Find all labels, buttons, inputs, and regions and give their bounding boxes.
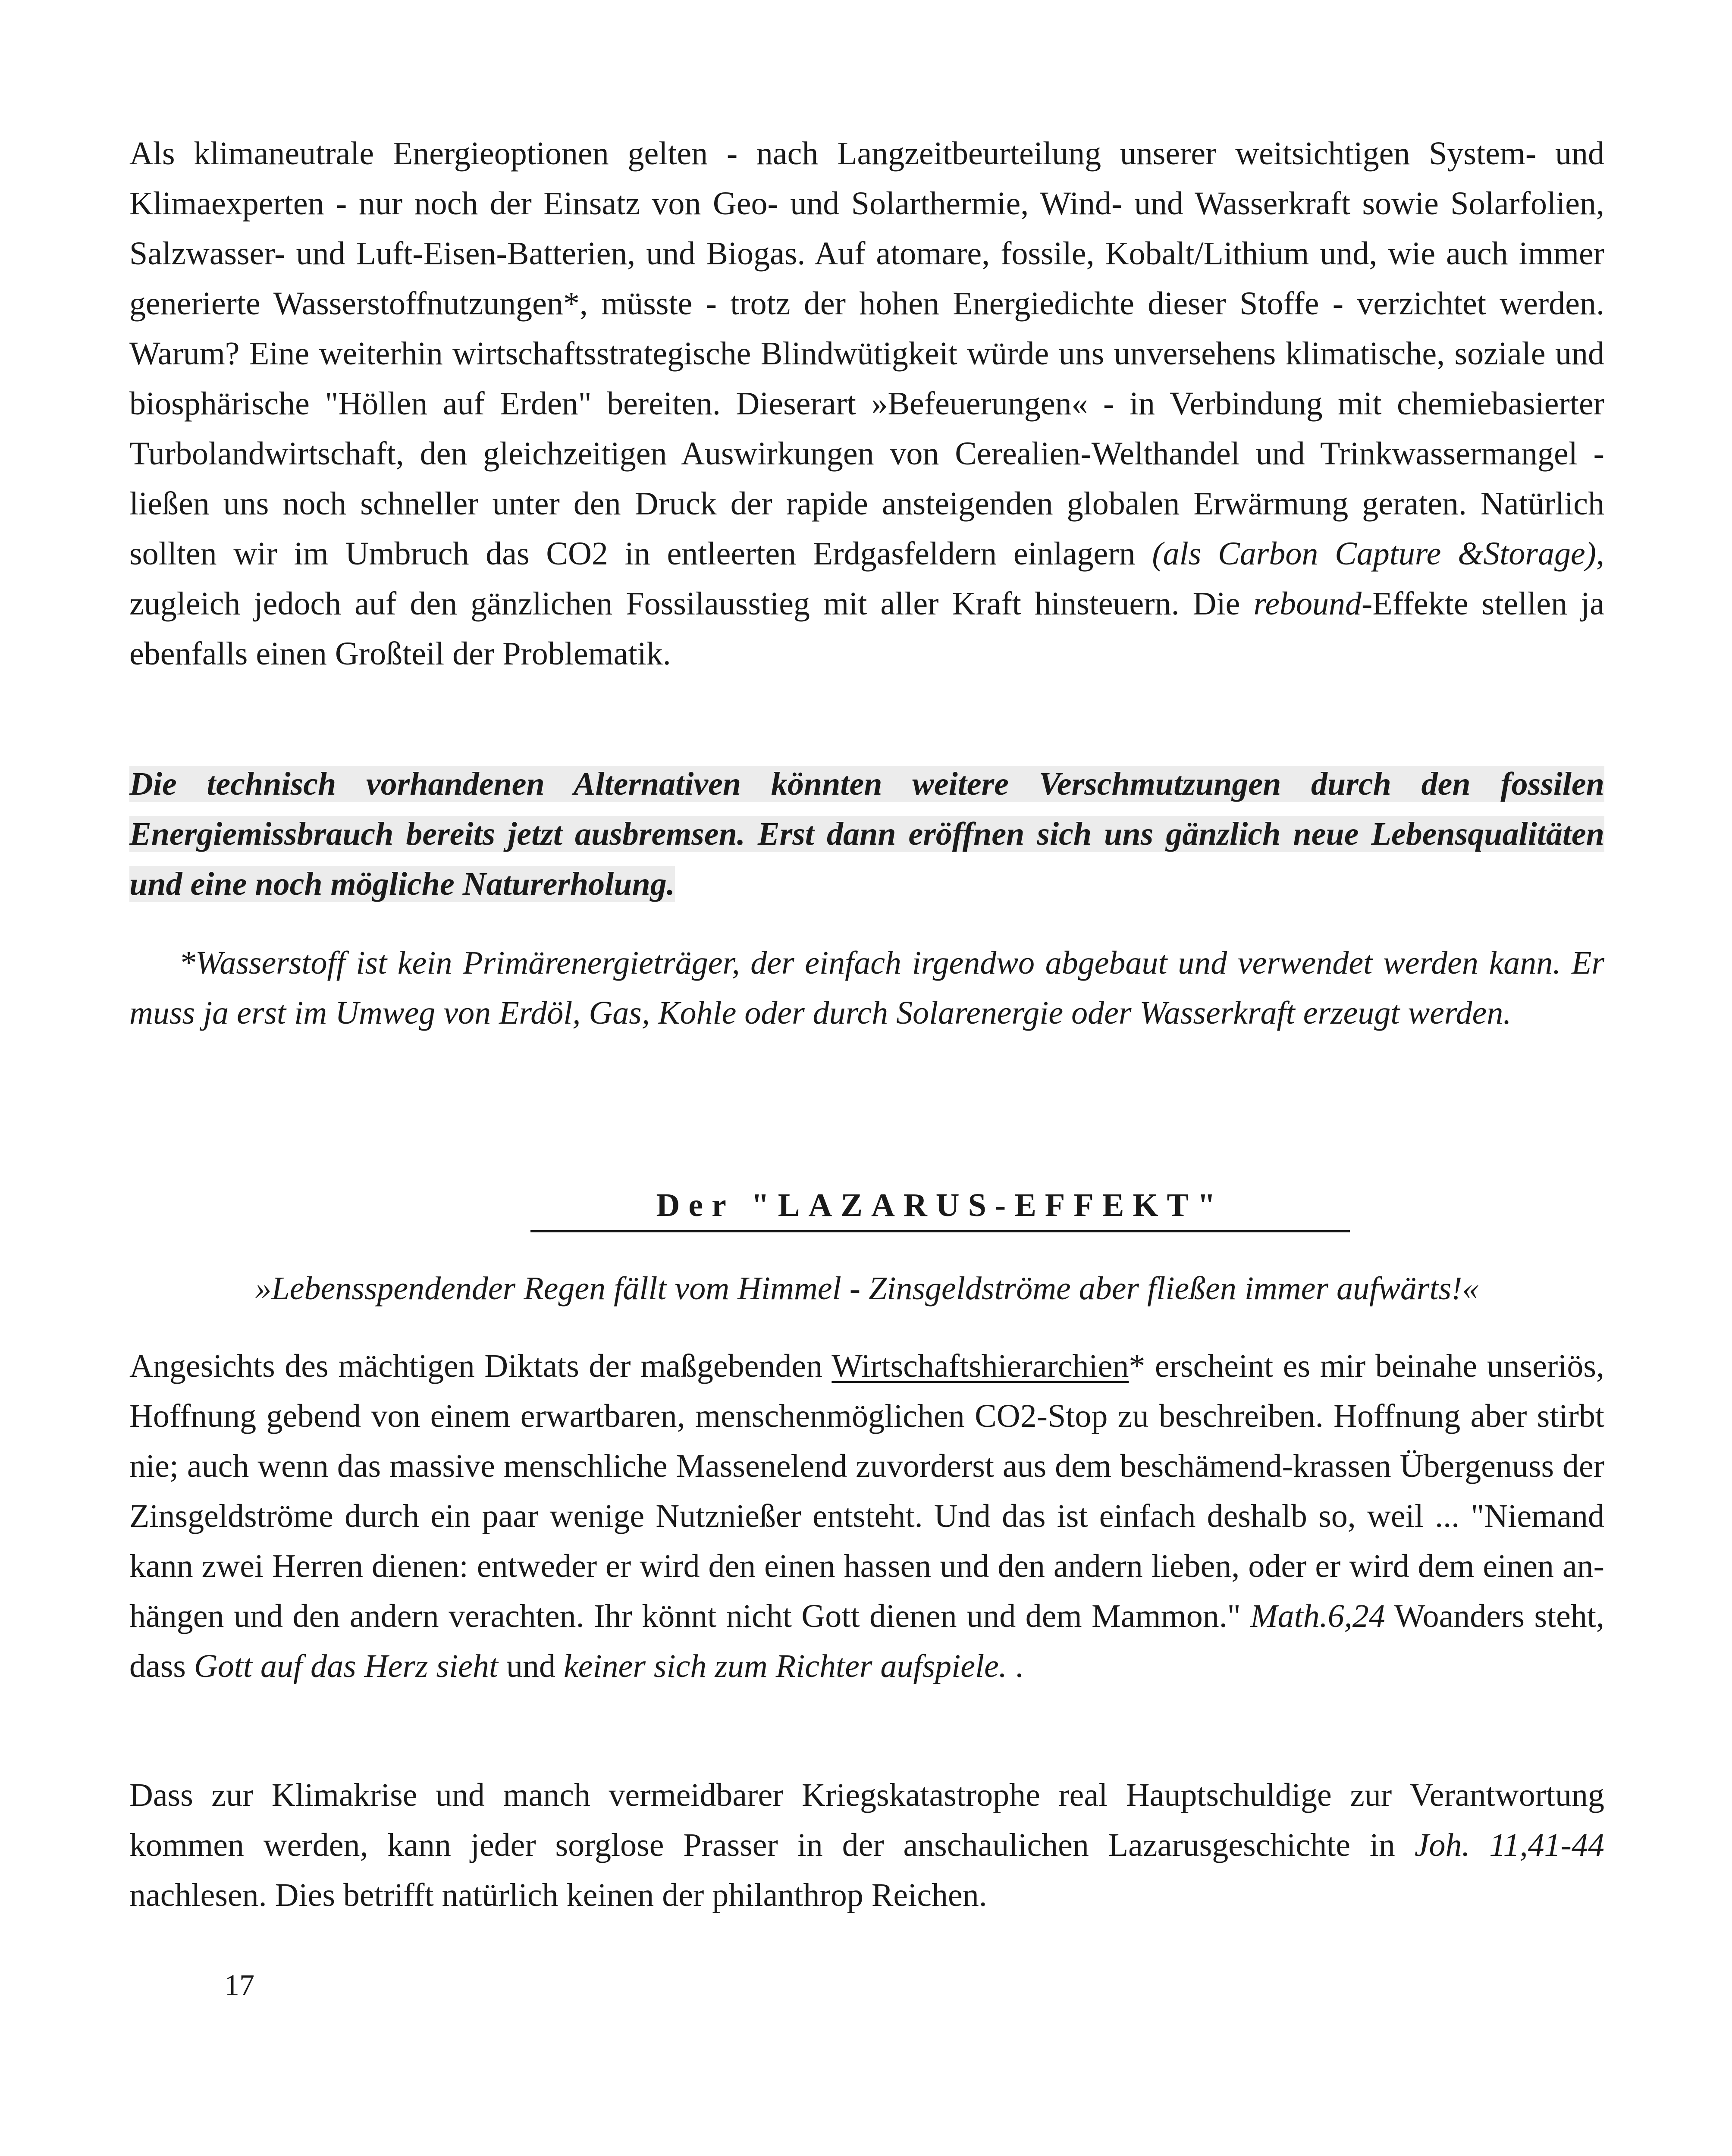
paragraph-1-text: Als klimaneutrale Energieoptionen gelten - nach Langzeitbeurteilung unserer weitsichtigen System- und Klimaexperten - nur noch der Einsatz von Geo- und Solarthermie, Wind- und Wasserkraft sowie Solarfolien, Salzwasser- und Luft-Eisen-Batterien, und Biogas. Auf atomare, fossile, Kobalt/Lithium und, wie auch immer generierte Wasserstoffnutzungen*, müsste - trotz der hohen Energiedichte dieser Stoffe - verzichtet werden. Warum? Eine weiterhin wirtschaftsstrategische Blindwütigkeit würde uns unversehens klimatische, soziale und biosphärische "Höllen auf Erden" bereiten. Dieserart »Befeuerungen« - in Verbindung mit chemiebasierter Turbolandwirtschaft, den gleichzeitigen Auswirkungen von Cerealien-Welthandel und Trinkwassermangel - ließen uns noch schneller unter den Druck der rapide ansteigenden globalen Erwärmung geraten. Natürlich sollten wir im Umbruch das CO2 in entleerten Erdgasfeldern einlagern bbox=[129, 135, 1604, 572]
paragraph-4-start: Angesichts des mächtigen Diktats der maßgebenden bbox=[129, 1348, 823, 1384]
paragraph-lazarus-story bbox=[129, 1770, 1604, 1920]
paragraph-energy-options bbox=[129, 128, 1604, 679]
paragraph-4-italic-2: keiner sich zum Richter aufspiele. bbox=[564, 1648, 1007, 1684]
bible-reference-matthew: Math.6,24 bbox=[1250, 1598, 1385, 1634]
paragraph-4-end: . bbox=[1015, 1648, 1023, 1684]
bible-reference-john: Joh. 11,41-44 bbox=[1414, 1827, 1604, 1863]
section-heading: Der "LAZARUS-EFFEKT" bbox=[530, 1184, 1350, 1232]
paragraph-lazarus-intro bbox=[129, 1341, 1604, 1691]
paragraph-5-end: nachlesen. Dies betrifft natürlich keinen der philanthrop Reichen. bbox=[129, 1877, 987, 1913]
paragraph-5-start: Dass zur Klimakrise und manch vermeidbarer Kriegskatastrophe real Hauptschuldige zur Verantwortung kommen werden, kann jeder sorglose Prasser in der anschaulichen Lazarusgeschichte in bbox=[129, 1777, 1604, 1863]
highlighted-paragraph bbox=[129, 759, 1604, 909]
section-motto: »Lebensspendender Regen fällt vom Himmel - Zinsgeldströme aber fließen immer aufwärts!« bbox=[255, 1270, 1479, 1307]
paragraph-1-rebound: rebound bbox=[1253, 586, 1362, 622]
paragraph-1-cont: , zugleich jedoch auf den gänzlichen Fossilausstieg mit aller Kraft hinsteuern. Die bbox=[129, 536, 1605, 622]
underlined-term: Wirtschaftshierarchien bbox=[831, 1348, 1129, 1384]
paragraph-4-mid: * erscheint es mir beinahe unseriös, Hoffnung gebend von einem erwartbaren, menschenmöglichen CO2-Stop zu beschreiben. Hoffnung aber stirbt nie; auch wenn das massive menschliche Massenelend zuvorderst aus dem beschämend-krassen Übergenuss der Zinsgeldströme durch ein paar wenige Nutznießer entsteht. Und das ist einfach deshalb so, weil ... "Niemand kann zwei Herren dienen: entweder er wird den einen hassen und den andern lieben, oder er wird dem einen an-hängen und den andern verachten. Ihr könnt nicht Gott dienen und dem Mammon." bbox=[129, 1348, 1604, 1634]
paragraph-4-after-ref: Woanders steht, dass bbox=[129, 1598, 1605, 1684]
footnote-hydrogen: *Wasserstoff ist kein Primärenergieträger, der einfach irgendwo abgebaut und verwendet werden kann. Er muss ja erst im Umweg von Erdöl, Gas, Kohle oder durch Solarenergie oder Wasserkraft erzeugt werden. bbox=[129, 945, 1604, 1031]
paragraph-1-italic: (als Carbon Capture &Storage) bbox=[1152, 536, 1597, 572]
page-number: 17 bbox=[224, 1969, 254, 2002]
paragraph-4-and: und bbox=[506, 1648, 556, 1684]
highlighted-text: Die technisch vorhandenen Alternativen könnten weitere Verschmutzungen durch den fossilen Energiemissbrauch bereits jetzt ausbremsen. Erst dann eröffnen sich uns gänzlich neue Lebensqualitäten und eine noch mögliche Naturerholung. bbox=[129, 766, 1604, 902]
paragraph-4-italic-1: Gott auf das Herz sieht bbox=[194, 1648, 499, 1684]
paragraph-1-end: -Effekte stellen ja ebenfalls einen Großteil der Problematik. bbox=[129, 586, 1605, 672]
